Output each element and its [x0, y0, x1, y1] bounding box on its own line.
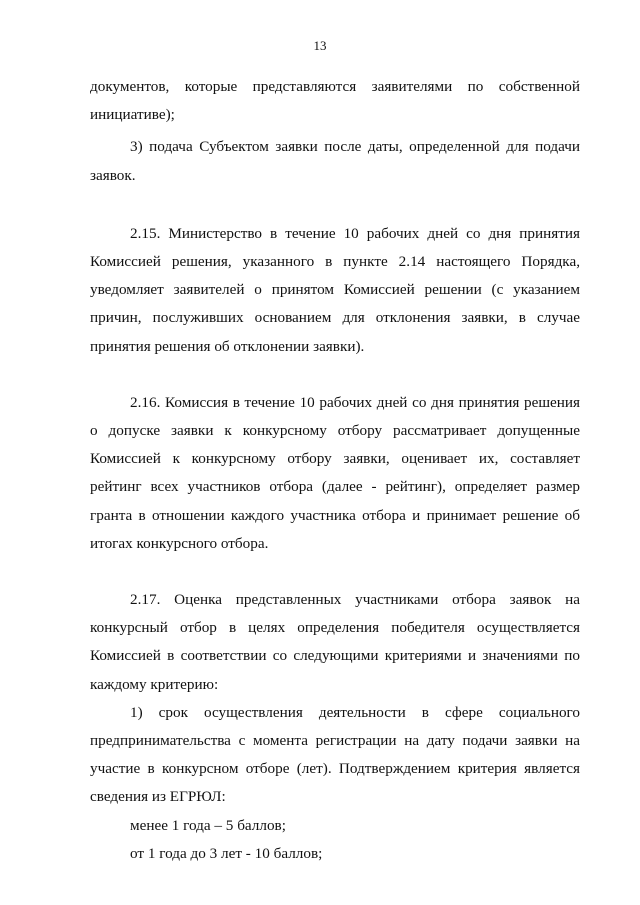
criterion-1-value-1: менее 1 года – 5 баллов;	[130, 816, 286, 834]
paragraph-continuation: документов, которые представляются заявителями по собственной инициативе);	[90, 78, 580, 124]
paragraph-item-3: 3) подача Субъектом заявки после даты, определенной для подачи заявок.	[90, 138, 580, 184]
document-body	[90, 73, 580, 868]
criterion-1-value-2: от 1 года до 3 лет - 10 баллов;	[130, 844, 323, 862]
paragraph-2-16: 2.16. Комиссия в течение 10 рабочих дней со дня принятия решения о допуске заявки к конкурсному отбору рассматривает допущенные Комиссией к конкурсному отбору заявки, оценивает их, составляет рейтинг всех участников отбора (далее - рейтинг), определяет размер гранта в отношении каждого участника отбора и принимает решение об итогах конкурсного отбора.	[90, 393, 580, 552]
paragraph-2-15: 2.15. Министерство в течение 10 рабочих дней со дня принятия Комиссией решения, указанного в пункте 2.14 настоящего Порядка, уведомляет заявителей о принятом Комиссией решении (с указанием причин, послуживших основанием для отклонения заявки, в случае принятия решения об отклонении заявки).	[90, 224, 580, 355]
page-number: 13	[313, 38, 327, 53]
criterion-1: 1) срок осуществления деятельности в сфере социального предпринимательства с момента регистрации на дату подачи заявки на участие в конкурсном отборе (лет). Подтверждением критерия является сведения из ЕГРЮЛ:	[90, 703, 580, 806]
paragraph-2-17: 2.17. Оценка представленных участниками отбора заявок на конкурсный отбор в целях определения победителя осуществляется Комиссией в соответствии со следующими критериями и значениями по каждому критерию:	[90, 591, 580, 693]
